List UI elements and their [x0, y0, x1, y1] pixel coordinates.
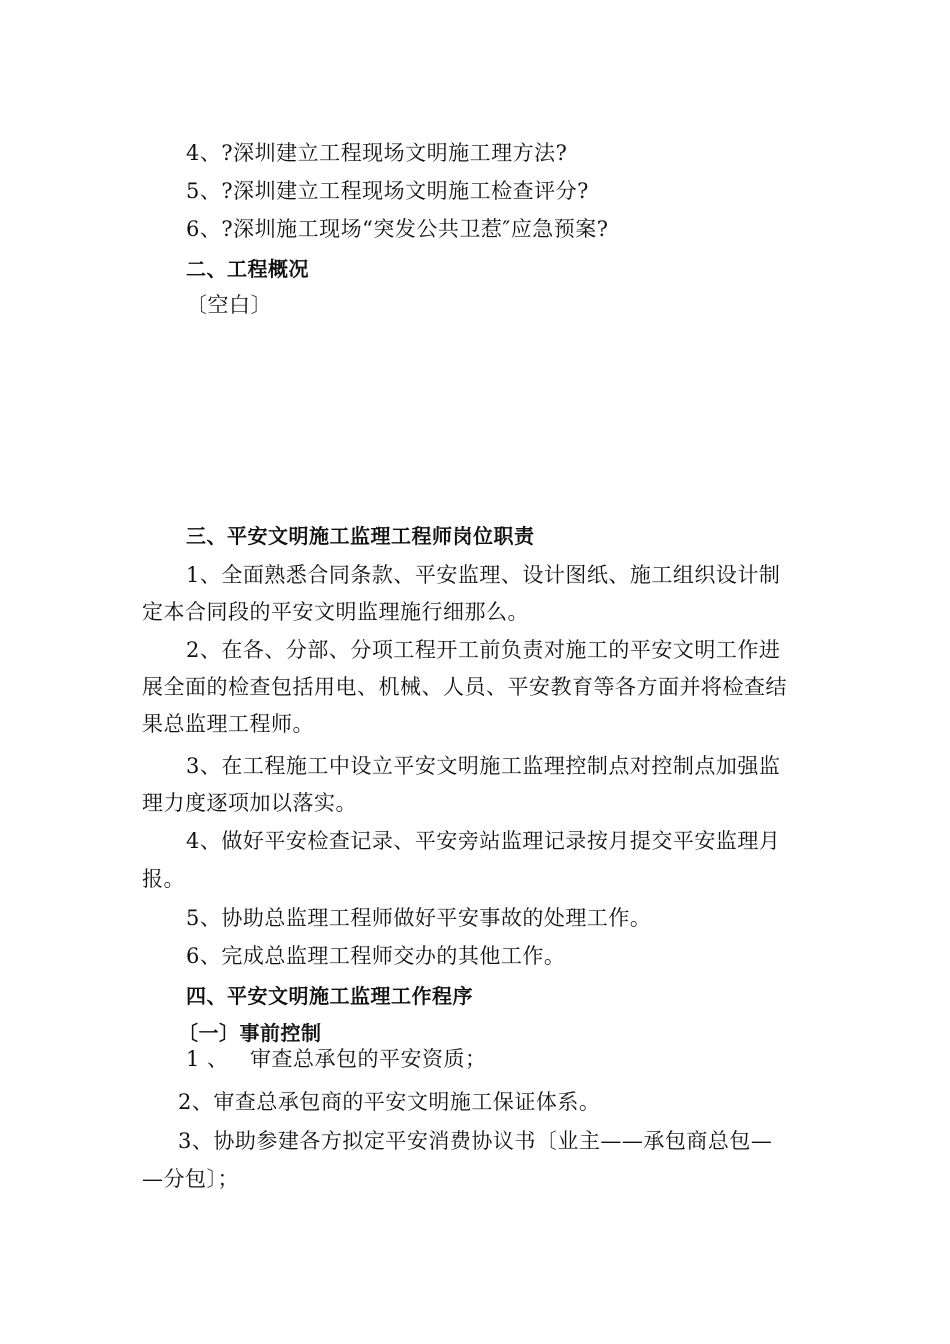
list-item-4: 4、?深圳建立工程现场文明施工理方法? — [186, 141, 568, 165]
control-item-3-line-1: 3、协助参建各方拟定平安消费协议书〔业主——承包商总包— — [178, 1129, 773, 1153]
duty-item-4-line-1: 4、做好平安检查记录、平安旁站监理记录按月提交平安监理月 — [186, 829, 781, 853]
duty-item-4-line-2: 报。 — [142, 867, 185, 891]
section-heading-3: 三、平安文明施工监理工程师岗位职责 — [186, 524, 535, 548]
section-2-body: 〔空白〕 — [186, 293, 272, 317]
list-item-6: 6、?深圳施工现场“突发公共卫惹″应急预案? — [186, 217, 609, 241]
duty-item-6: 6、完成总监理工程师交办的其他工作。 — [186, 944, 566, 968]
duty-item-1-line-2: 定本合同段的平安文明监理施行细那么。 — [142, 600, 529, 624]
section-heading-2: 二、工程概况 — [186, 257, 309, 281]
duty-item-5: 5、协助总监理工程师做好平安事故的处理工作。 — [186, 906, 652, 930]
duty-item-3-line-2: 理力度逐项加以落实。 — [142, 791, 357, 815]
control-item-1: 1 、 审查总承包的平安资质； — [186, 1047, 487, 1071]
duty-item-2-line-2: 展全面的检查包括用电、机械、人员、平安教育等各方面并将检查结 — [142, 675, 787, 699]
list-item-5: 5、?深圳建立工程现场文明施工检查评分? — [186, 179, 589, 203]
duty-item-2-line-3: 果总监理工程师。 — [142, 712, 314, 736]
control-item-2: 2、审查总承包商的平安文明施工保证体系。 — [178, 1090, 601, 1114]
control-item-3-line-2: —分包〕； — [142, 1167, 239, 1191]
duty-item-1-line-1: 1、全面熟悉合同条款、平安监理、设计图纸、施工组织设计制 — [186, 563, 781, 587]
duty-item-3-line-1: 3、在工程施工中设立平安文明施工监理控制点对控制点加强监 — [186, 754, 781, 778]
subsection-heading-1: 〔一〕事前控制 — [178, 1021, 322, 1045]
section-heading-4: 四、平安文明施工监理工作程序 — [186, 984, 473, 1008]
duty-item-2-line-1: 2、在各、分部、分项工程开工前负责对施工的平安文明工作进 — [186, 638, 781, 662]
